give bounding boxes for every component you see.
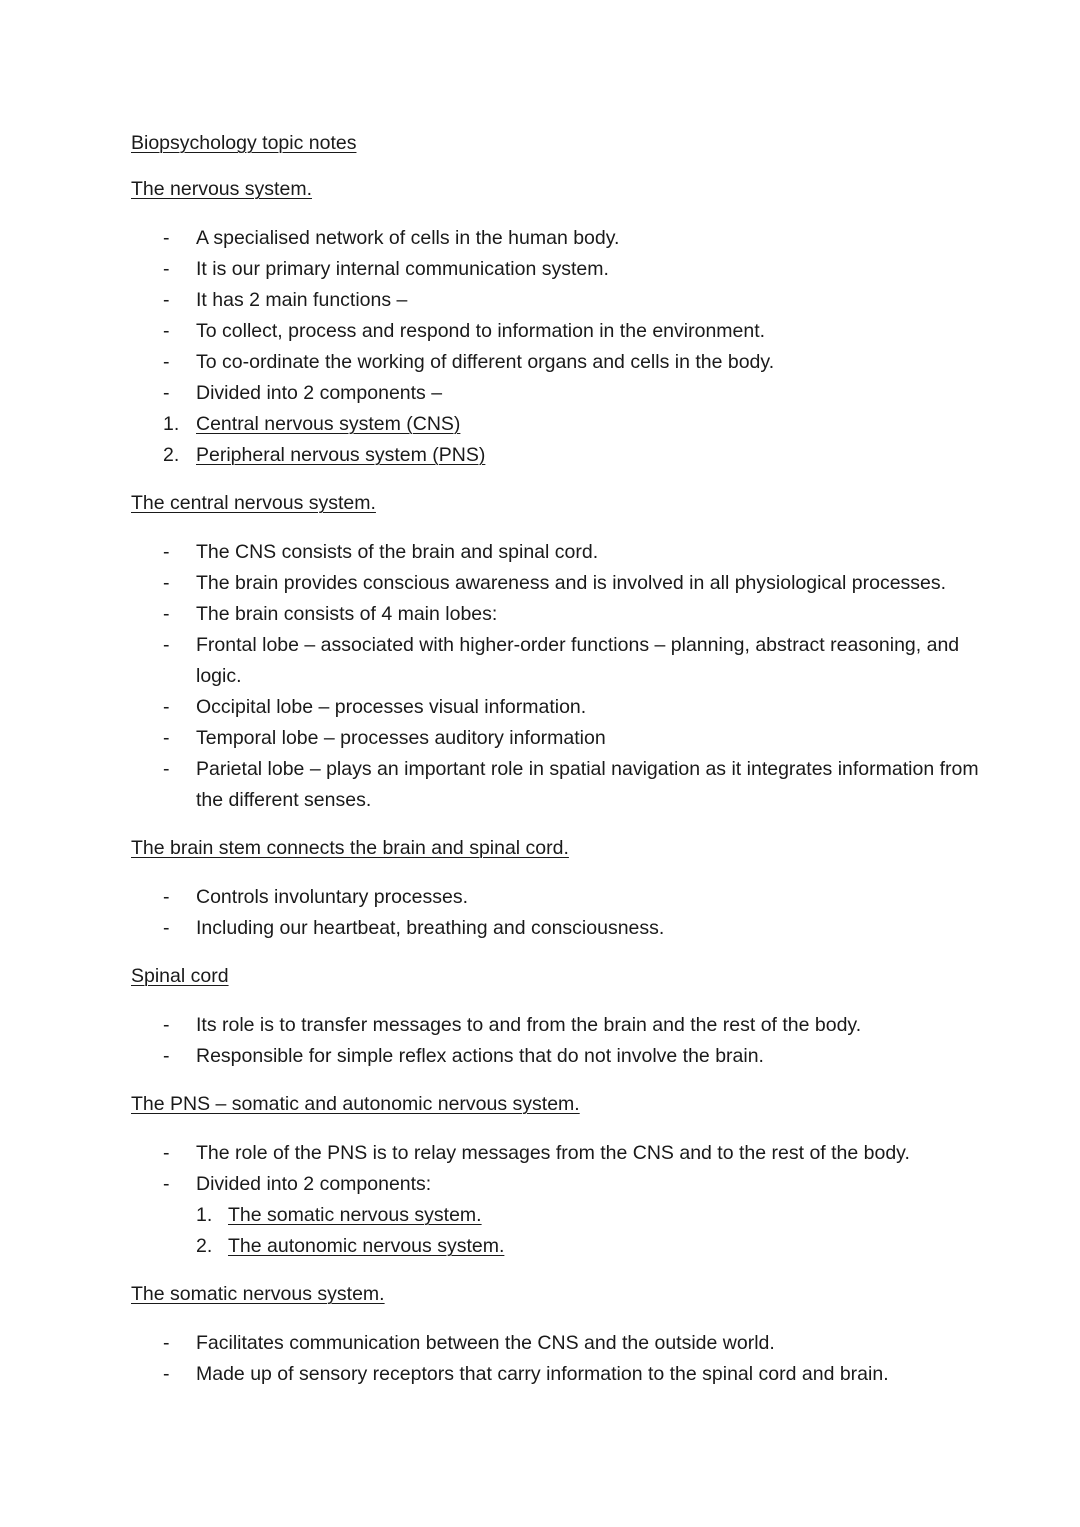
dash-marker: -: [163, 258, 170, 280]
dash-marker: -: [163, 727, 170, 749]
dash-marker: -: [163, 1363, 170, 1385]
numbered-sublist: [131, 1200, 991, 1262]
document-content: [131, 131, 991, 1390]
bullet-list: [131, 1138, 991, 1200]
dash-marker: -: [163, 541, 170, 563]
bullet-list: [131, 882, 991, 944]
list-item: - Facilitates communication between the CNS and the outside world.: [131, 1328, 991, 1359]
dash-marker: -: [163, 572, 170, 594]
section-heading-nervous-system: The nervous system.: [131, 178, 312, 200]
dash-marker: -: [163, 634, 170, 656]
section-heading-somatic-nervous-system: The somatic nervous system.: [131, 1283, 385, 1305]
dash-marker: -: [163, 758, 170, 780]
section-heading-central-nervous-system: The central nervous system.: [131, 492, 376, 514]
list-item: - To collect, process and respond to information in the environment.: [131, 316, 991, 347]
list-item: - It has 2 main functions –: [131, 285, 991, 316]
numbered-list: [131, 409, 991, 471]
dash-marker: -: [163, 1045, 170, 1067]
dash-marker: -: [163, 696, 170, 718]
number-marker: 2.: [163, 444, 180, 466]
list-item: - Controls involuntary processes.: [131, 882, 991, 913]
dash-marker: -: [163, 1142, 170, 1164]
list-item: - Temporal lobe – processes auditory information: [131, 723, 991, 754]
dash-marker: -: [163, 1173, 170, 1195]
list-item: - The role of the PNS is to relay messages from the CNS and to the rest of the body.: [131, 1138, 991, 1169]
section-heading-brain-stem: The brain stem connects the brain and spinal cord.: [131, 837, 569, 859]
list-item: - Frontal lobe – associated with higher-order functions – planning, abstract reasoning, and logic.: [131, 630, 991, 692]
list-item: - Responsible for simple reflex actions that do not involve the brain.: [131, 1041, 991, 1072]
number-marker: 1.: [163, 413, 180, 435]
section-heading-pns: The PNS – somatic and autonomic nervous system.: [131, 1093, 580, 1115]
list-item: - Made up of sensory receptors that carry information to the spinal cord and brain.: [131, 1359, 991, 1390]
list-item: - A specialised network of cells in the human body.: [131, 223, 991, 254]
list-item: - Divided into 2 components:: [131, 1169, 991, 1200]
dash-marker: -: [163, 917, 170, 939]
list-item: - Parietal lobe – plays an important role in spatial navigation as it integrates information from the different senses.: [131, 754, 991, 816]
bullet-list: [131, 537, 991, 816]
dash-marker: -: [163, 886, 170, 908]
section-heading-spinal-cord: Spinal cord: [131, 965, 229, 987]
number-marker: 2.: [196, 1235, 213, 1257]
dash-marker: -: [163, 351, 170, 373]
dash-marker: -: [163, 603, 170, 625]
numbered-item: 2. Peripheral nervous system (PNS): [131, 440, 991, 471]
bullet-list: [131, 223, 991, 409]
dash-marker: -: [163, 1332, 170, 1354]
dash-marker: -: [163, 382, 170, 404]
dash-marker: -: [163, 1014, 170, 1036]
dash-marker: -: [163, 320, 170, 342]
document-title: Biopsychology topic notes: [131, 132, 357, 154]
list-item: - Divided into 2 components –: [131, 378, 991, 409]
bullet-list: [131, 1328, 991, 1390]
list-item: - To co-ordinate the working of different organs and cells in the body.: [131, 347, 991, 378]
list-item: - The brain provides conscious awareness and is involved in all physiological processes.: [131, 568, 991, 599]
numbered-item: 1. Central nervous system (CNS): [131, 409, 991, 440]
bullet-list: [131, 1010, 991, 1072]
list-item: - Its role is to transfer messages to and from the brain and the rest of the body.: [131, 1010, 991, 1041]
number-marker: 1.: [196, 1204, 213, 1226]
list-item: - The brain consists of 4 main lobes:: [131, 599, 991, 630]
numbered-item: 2. The autonomic nervous system.: [131, 1231, 991, 1262]
numbered-item: 1. The somatic nervous system.: [131, 1200, 991, 1231]
list-item: - Including our heartbeat, breathing and consciousness.: [131, 913, 991, 944]
dash-marker: -: [163, 227, 170, 249]
list-item: - The CNS consists of the brain and spinal cord.: [131, 537, 991, 568]
list-item: - It is our primary internal communication system.: [131, 254, 991, 285]
dash-marker: -: [163, 289, 170, 311]
list-item: - Occipital lobe – processes visual information.: [131, 692, 991, 723]
